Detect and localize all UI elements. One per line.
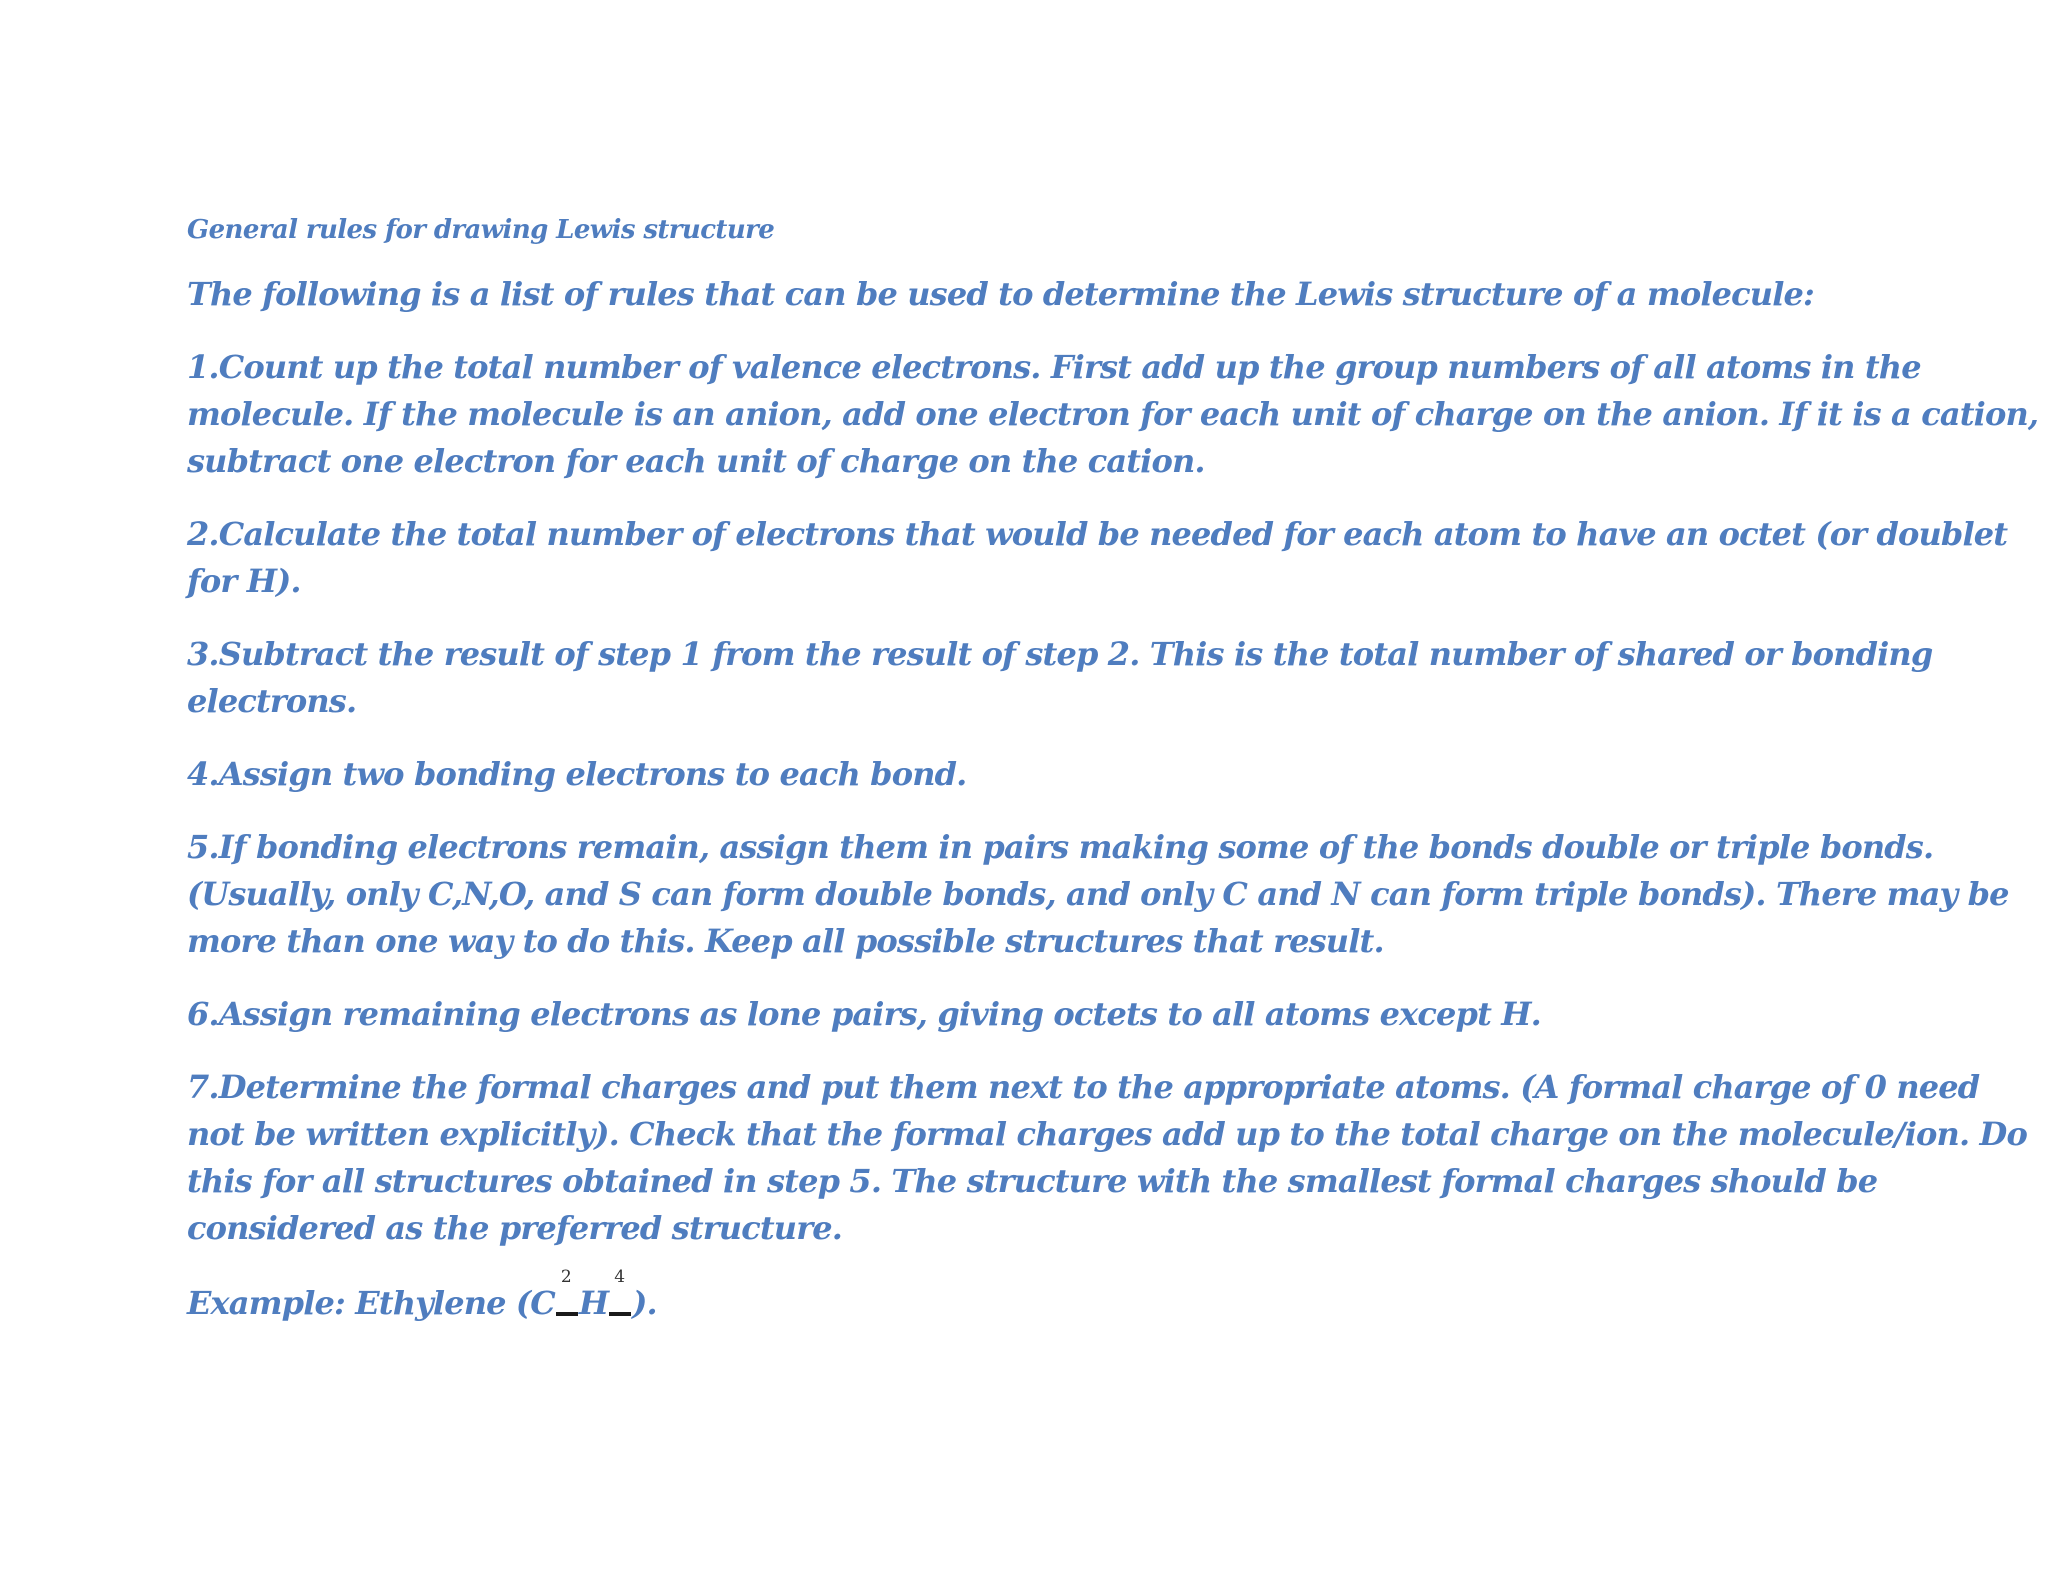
subscript-digit: 4 [614,1267,626,1287]
rule-line: (Usually, only C,N,O, and S can form double bonds, and only C and N can form triple bonds). There may be [187,875,2009,913]
rule-line: 6.Assign remaining electrons as lone pairs, giving octets to all atoms except H. [187,995,1541,1033]
subscript-2 [555,1267,579,1327]
rule-line: electrons. [187,682,357,720]
rule-line: molecule. If the molecule is an anion, add one electron for each unit of charge on the anion. If it is a cation, [187,395,2039,433]
rule-line: this for all structures obtained in step 5. The structure with the smallest formal charges should be [187,1162,1878,1200]
rule-1 [187,344,2039,485]
rule-line: 5.If bonding electrons remain, assign them in pairs making some of the bonds double or triple bonds. [187,828,1934,866]
rule-line: for H). [187,562,301,600]
rule-6 [187,991,1887,1038]
rule-line: more than one way to do this. Keep all possible structures that result. [187,922,1384,960]
subscript-blank [556,1312,578,1316]
rule-line: 2.Calculate the total number of electrons that would be needed for each atom to have an octet (or doublet [187,515,2008,553]
subscript-digit: 2 [560,1267,572,1287]
rule-line: 3.Subtract the result of step 1 from the result of step 2. This is the total number of shared or bonding [187,635,1933,673]
document-subtitle: General rules for drawing Lewis structure [187,215,775,245]
document-body [187,210,2039,1327]
rule-5 [187,824,2009,965]
example-prefix: Example: Ethylene (C [187,1284,555,1322]
intro-line: The following is a list of rules that can be used to determine the Lewis structure of a molecule: [187,275,1815,313]
subscript-4 [608,1267,632,1327]
rule-line: considered as the preferred structure. [187,1209,842,1247]
rule-line: 7.Determine the formal charges and put them next to the appropriate atoms. (A formal charge of 0 need [187,1068,1980,1106]
rule-line: 4.Assign two bonding electrons to each bond. [187,755,967,793]
rule-2 [187,511,2008,605]
rule-7 [187,1064,2027,1252]
rule-line: 1.Count up the total number of valence electrons. First add up the group numbers of all atoms in the [187,348,1921,386]
rule-4 [187,751,1887,798]
rule-line: subtract one electron for each unit of charge on the cation. [187,442,1205,480]
intro-paragraph [187,271,1887,318]
rule-3 [187,631,1933,725]
example-suffix: ). [632,1284,657,1322]
subscript-blank [609,1312,631,1316]
example-line [187,1267,1887,1327]
rule-line: not be written explicitly). Check that the formal charges add up to the total charge on the molecule/ion. Do [187,1115,2027,1153]
example-middle: H [578,1284,609,1322]
